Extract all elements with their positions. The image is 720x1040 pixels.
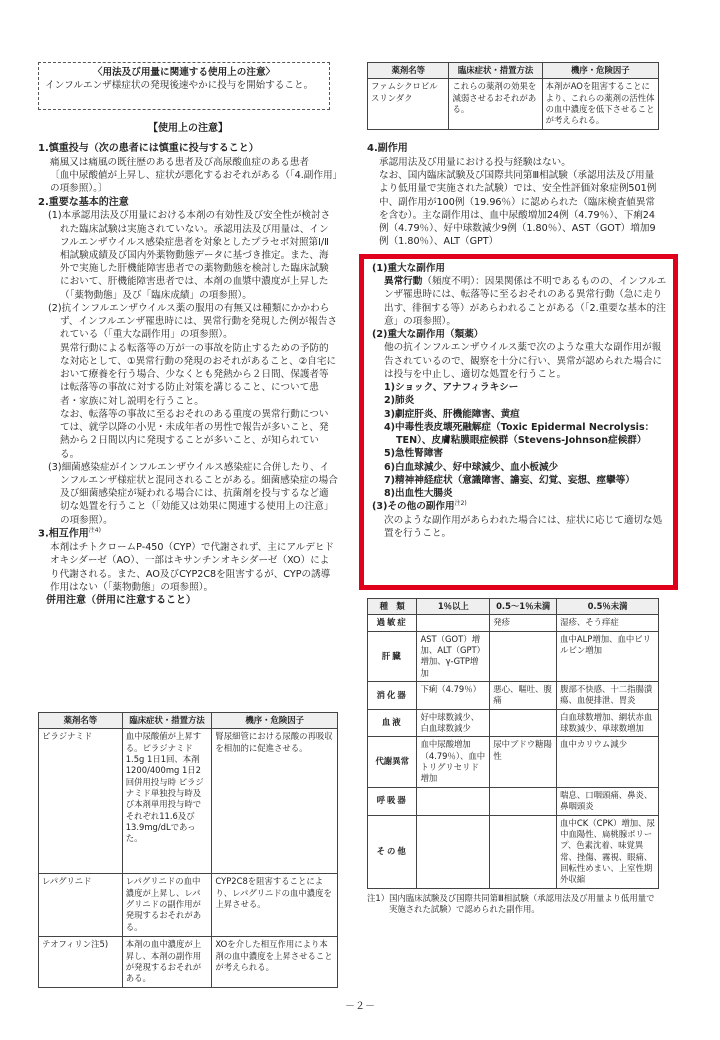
- table-row: [39, 874, 338, 937]
- table-cell: 呼吸器: [368, 787, 417, 815]
- adverse-header: 種 類: [368, 599, 417, 615]
- table-cell: 下痢（4.79％）: [417, 682, 490, 710]
- table-cell: その他: [368, 815, 417, 888]
- table-cell: ピラジナミド: [39, 729, 123, 874]
- interaction-table-wrap: [38, 712, 338, 988]
- section-2-item-2a: (2)抗インフルエンザウイルス薬の服用の有無又は種類にかかわらず、インフルエンザ罹患時には、異常行動を発現した例が報告されている（「重大な副作用」の項参照）。: [48, 302, 338, 341]
- section-4-text-1: 承認用法及び用量における投与経験はない。: [379, 156, 571, 168]
- table-cell: レパグリニド: [39, 874, 123, 937]
- adverse-footnote: 注1）国内臨床試験及び国際共同第Ⅲ相試験（承認用法及び用量より低用量で実施された試験）で認められた副作用。: [367, 892, 655, 915]
- table-row: [368, 709, 659, 737]
- table-cell: 血液: [368, 709, 417, 737]
- table-cell: 代謝異常: [368, 737, 417, 787]
- serious-heading-3: (3)その他の副作用$^{注2)}$: [372, 500, 467, 513]
- table-row: [39, 729, 338, 874]
- serious-adverse-reactions: [372, 262, 668, 540]
- table-cell: [417, 815, 490, 888]
- table-cell: 発疹: [490, 615, 557, 631]
- table-cell: [490, 815, 557, 888]
- table-cell: 血中CK（CPK）増加、尿中血陽性、扁桃腺ポリープ、色素沈着、味覚異常、挫傷、霧視、眼痛、回転性めまい、上室性期外収縮: [557, 815, 659, 888]
- section-1-text: 痛風又は痛風の既往歴のある患者及び高尿酸血症のある患者: [50, 156, 310, 168]
- table-cell: 喘息、口咽頭痛、鼻炎、鼻咽頭炎: [557, 787, 659, 815]
- table-row: [368, 815, 659, 888]
- section-4-heading: 4.副作用: [367, 143, 408, 154]
- list-item: 6)白血球減少、好中球減少、血小板減少: [384, 461, 559, 473]
- table-cell: 白血球数増加、網状赤血球数減少、単球数増加: [557, 709, 659, 737]
- section-2-item-1: (1)本承認用法及び用量における本剤の有効性及び安全性が検討された臨床試験は実施されていない。承認用法及び用量は、インフルエンザウイルス感染症患者を対象としたプラセボ対照第Ⅰ/Ⅱ相試験成績及び国内外薬物動態データに基づき推定。また、海外で実施した肝機能障害患者での薬物動態を検討した臨床試験において、肝機能障害患者では、本剤の血漿中濃度が上昇した（「薬物動態」及び「臨床成績」の項参照）。: [48, 210, 331, 301]
- interaction-header: 機序・危険因子: [212, 713, 338, 729]
- table-row: [368, 615, 659, 631]
- section-4-text-2: なお、国内臨床試験及び国際共同第Ⅲ相試験（承認用法及び用量より低用量で実施された試験）では、安全性評価対象症例501例中、副作用が100例（19.96％）に認められた（臨床検査値異常を含む）。主な副作用は、血中尿酸増加24例（4.79％）、下痢24例（4.79％）、好中球数減少9例（1.80％）、AST（GOT）増加9例（1.80％）、ALT（GPT）: [379, 170, 657, 248]
- interaction-header: 臨床症状・措置方法: [122, 713, 212, 729]
- section-3-heading: 3.相互作用$^{注4)}$: [38, 526, 101, 540]
- section-2-item-2b: 異常行動による転落等の万が一の事故を防止するための予防的な対応として、①異常行動の発現のおそれがあること、②自宅において療養を行う場合、少なくとも発熱から２日間、保護者等は転落等の事故に対する防止対策を講じること、について患者・家族に対し説明を行うこと。: [60, 342, 337, 407]
- famciclovir-header: 機序・危険因子: [542, 63, 658, 79]
- adverse-header: 0.5～1％未満: [490, 599, 557, 615]
- table-row: [39, 937, 338, 987]
- section-1-heading: 1.慎重投与（次の患者には慎重に投与すること）: [38, 143, 259, 154]
- table-cell: CYP2C8を阻害することにより、レパグリニドの血中濃度を上昇させる。: [212, 874, 338, 937]
- serious-intro: 他の抗インフルエンザウイルス薬で次のような重大な副作用が報告されているので、観察を十分に行い、異常が認められた場合には投与を中止し、適切な処置を行うこと。: [384, 342, 663, 380]
- table-cell: これらの薬剤の効果を減弱させるおそれがある。: [449, 79, 542, 129]
- interaction-header: 薬剤名等: [39, 713, 123, 729]
- left-column-text: [38, 142, 338, 608]
- table-cell: 本剤がAOを阻害することにより、これらの薬剤の活性体の血中濃度を低下させることが考えられる。: [542, 79, 658, 129]
- list-item: 7)精神神経症状（意識障害、譫妄、幻覚、妄想、痙攣等）: [384, 474, 635, 486]
- famciclovir-header: 薬剤名等: [368, 63, 449, 79]
- table-row: [368, 631, 659, 681]
- serious-heading-2: (2)重大な副作用（類薬）: [372, 329, 484, 341]
- dosage-box-text: インフルエンザ様症状の発現後速やかに投与を開始すること。: [45, 80, 314, 92]
- table-cell: [417, 615, 490, 631]
- table-cell: 消化器: [368, 682, 417, 710]
- table-cell: 腹部不快感、十二指腸潰瘍、血便排泄、胃炎: [557, 682, 659, 710]
- list-item: 8)出血性大腸炎: [384, 487, 453, 499]
- table-cell: 尿中ブドウ糖陽性: [490, 737, 557, 787]
- famciclovir-header: 臨床症状・措置方法: [449, 63, 542, 79]
- table-cell: 血中尿酸増加（4.79％）、血中トリグリセリド増加: [417, 737, 490, 787]
- adverse-table-wrap: [367, 598, 659, 916]
- table-cell: [490, 709, 557, 737]
- dosage-box-title: 〈用法及び用量に関連する使用上の注意〉: [92, 67, 276, 78]
- table-cell: 腎尿細管における尿酸の再吸収を相加的に促進させる。: [212, 729, 338, 874]
- table-cell: 湿疹、そう痒症: [557, 615, 659, 631]
- table-cell: ファムシクロビル スリンダク: [368, 79, 449, 129]
- section-4: [367, 142, 659, 248]
- table-cell: 悪心、嘔吐、腹痛: [490, 682, 557, 710]
- list-item: 1)ショック、アナフィラキシー: [384, 382, 519, 394]
- list-item: 2)肺炎: [384, 395, 415, 407]
- section-2-heading: 2.重要な基本的注意: [38, 196, 129, 208]
- table-row: [368, 787, 659, 815]
- table-cell: [417, 787, 490, 815]
- list-item: 5)急性腎障害: [384, 448, 444, 460]
- table-cell: 血中カリウム減少: [557, 737, 659, 787]
- adverse-table: [367, 598, 659, 889]
- adverse-header: 0.5％未満: [557, 599, 659, 615]
- section-2-item-2c: なお、転落等の事故に至るおそれのある重度の異常行動については、就学以降の小児・未成年者の男性で報告が多いこと、発熱から２日間以内に発現することが多いこと、が知られている。: [60, 408, 329, 460]
- section-2-item-3: (3)細菌感染症がインフルエンザウイルス感染症に合併したり、インフルエンザ様症状と混同されることがある。細菌感染症の場合及び細菌感染症が疑われる場合には、抗菌剤を投与するなど適切な処置を行うこと（「効能又は効果に関連する使用上の注意」の項参照）。: [48, 461, 338, 526]
- table-cell: 肝臓: [368, 631, 417, 681]
- table-cell: [490, 787, 557, 815]
- table-cell: 血中尿酸値が上昇する。ピラジナミド1.5g 1日1回、本剤1200/400mg 1日2回併用投与時 ピラジナミド単独投与時及び本剤単用投与時でそれぞれ11.6及び13.9mg/dLであった。: [122, 729, 212, 874]
- list-item: 3)劇症肝炎、肝機能障害、黄疸: [384, 408, 520, 420]
- serious-heading-1: (1)重大な副作用: [372, 263, 446, 274]
- adverse-header: 1％以上: [417, 599, 490, 615]
- table-cell: XOを介した相互作用により本剤の血中濃度を上昇させることが考えられる。: [212, 937, 338, 987]
- table-row: [368, 79, 659, 129]
- table-cell: 好中球数減少、白血球数減少: [417, 709, 490, 737]
- table-cell: AST（GOT）増加、ALT（GPT）増加、γ-GTP増加: [417, 631, 490, 681]
- table-cell: 過敏症: [368, 615, 417, 631]
- table-cell: 本剤の血中濃度が上昇し、本剤の副作用が発現するおそれがある。: [122, 937, 212, 987]
- list-item: 4)中毒性表皮壊死融解症（Toxic Epidermal Necrolysis：TEN）、皮膚粘膜眼症候群（Stevens-Johnson症候群）: [384, 421, 655, 447]
- section-3-text: 本剤はチトクロームP-450（CYP）で代謝されず、主にアルデヒドオキシダーゼ（AO）、一部はキサンチンオキシダーゼ（XO）により代謝される。また、AO及びCYP2C8を阻害するが、CYPの誘導作用はない（「薬物動態」の項参照）。: [50, 542, 335, 593]
- abnormal-behavior: 異常行動（頻度不明）：因果関係は不明であるものの、インフルエンザ罹患時には、転落等に至るおそれのある異常行動（急に走り出す、徘徊する等）があらわれることがある（「2.重要な基本的注意」の項参照）。: [384, 276, 667, 327]
- table-row: [368, 682, 659, 710]
- table-cell: レパグリニドの血中濃度が上昇し、レパグリニドの副作用が発現するおそれがある。: [122, 874, 212, 937]
- table-cell: [490, 631, 557, 681]
- table-cell: テオフィリン注5): [39, 937, 123, 987]
- interaction-table: [38, 712, 338, 988]
- famciclovir-table: [367, 62, 659, 130]
- combo-heading: 併用注意（併用に注意すること）: [46, 594, 196, 606]
- page-number: －２－: [345, 1001, 375, 1012]
- table-cell: 血中ALP増加、血中ビリルビン増加: [557, 631, 659, 681]
- other-intro: 次のような副作用があらわれた場合には、症状に応じて適切な処置を行うこと。: [384, 514, 663, 539]
- dosage-precaution-box: [38, 62, 330, 110]
- section-1-note: 〔血中尿酸値が上昇し、症状が悪化するおそれがある（「4.副作用」の項参照）。〕: [50, 170, 338, 195]
- table-row: [368, 737, 659, 787]
- precautions-title: 【使用上の注意】: [148, 123, 228, 134]
- famciclovir-table-wrap: [367, 62, 659, 130]
